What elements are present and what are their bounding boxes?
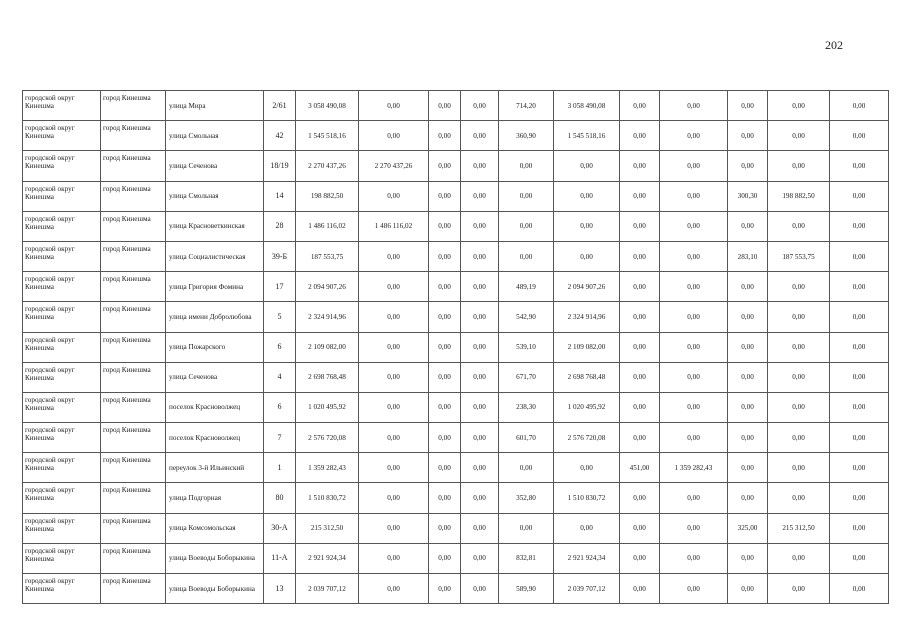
cell-cost-col-2: 0,00 — [359, 241, 429, 271]
cell-total-cost: 2 324 914,96 — [296, 302, 359, 332]
cell-area-col-2: 0,00 — [620, 574, 660, 604]
cell-cost-col-5: 1 545 518,16 — [554, 121, 620, 151]
housing-repair-table — [22, 90, 889, 604]
cell-area-col-1: 0,00 — [499, 513, 554, 543]
cell-cost-col-2: 0,00 — [359, 513, 429, 543]
cell-district: городской округ Кинешма — [23, 453, 101, 483]
cell-cost-col-6: 0,00 — [660, 91, 728, 121]
cell-cost-col-3: 0,00 — [429, 91, 461, 121]
table-row — [23, 453, 889, 483]
cell-total-cost: 2 698 768,48 — [296, 362, 359, 392]
cell-house-number: 42 — [264, 121, 296, 151]
cell-house-number: 39-Б — [264, 241, 296, 271]
cell-cost-col-8: 0,00 — [830, 423, 889, 453]
cell-district: городской округ Кинешма — [23, 483, 101, 513]
cell-district: городской округ Кинешма — [23, 302, 101, 332]
cell-district: городской округ Кинешма — [23, 362, 101, 392]
cell-cost-col-4: 0,00 — [461, 272, 499, 302]
cell-cost-col-2: 0,00 — [359, 362, 429, 392]
cell-area-col-3: 0,00 — [728, 362, 768, 392]
cell-cost-col-7: 0,00 — [768, 332, 830, 362]
cell-area-col-3: 0,00 — [728, 392, 768, 422]
cell-cost-col-7: 0,00 — [768, 302, 830, 332]
cell-cost-col-6: 0,00 — [660, 302, 728, 332]
table-row — [23, 181, 889, 211]
table-row — [23, 543, 889, 573]
cell-cost-col-7: 0,00 — [768, 91, 830, 121]
cell-area-col-3: 0,00 — [728, 483, 768, 513]
table-row — [23, 121, 889, 151]
cell-house-number: 14 — [264, 181, 296, 211]
cell-house-number: 13 — [264, 574, 296, 604]
cell-street: поселок Красноволжец — [166, 392, 264, 422]
cell-cost-col-3: 0,00 — [429, 483, 461, 513]
cell-cost-col-3: 0,00 — [429, 332, 461, 362]
cell-cost-col-4: 0,00 — [461, 513, 499, 543]
cell-street: улица Сеченова — [166, 151, 264, 181]
cell-cost-col-5: 2 039 707,12 — [554, 574, 620, 604]
cell-settlement: город Кинешма — [101, 362, 166, 392]
cell-cost-col-5: 2 921 924,34 — [554, 543, 620, 573]
cell-area-col-1: 589,90 — [499, 574, 554, 604]
cell-total-cost: 1 020 495,92 — [296, 392, 359, 422]
cell-area-col-1: 0,00 — [499, 181, 554, 211]
cell-cost-col-8: 0,00 — [830, 91, 889, 121]
cell-area-col-1: 671,70 — [499, 362, 554, 392]
cell-cost-col-2: 0,00 — [359, 332, 429, 362]
cell-settlement: город Кинешма — [101, 483, 166, 513]
cell-cost-col-4: 0,00 — [461, 302, 499, 332]
cell-cost-col-2: 2 270 437,26 — [359, 151, 429, 181]
cell-area-col-2: 0,00 — [620, 513, 660, 543]
cell-cost-col-3: 0,00 — [429, 302, 461, 332]
cell-area-col-3: 0,00 — [728, 211, 768, 241]
cell-district: городской округ Кинешма — [23, 91, 101, 121]
cell-settlement: город Кинешма — [101, 211, 166, 241]
cell-cost-col-4: 0,00 — [461, 543, 499, 573]
table-row — [23, 302, 889, 332]
cell-cost-col-7: 0,00 — [768, 121, 830, 151]
cell-cost-col-6: 0,00 — [660, 151, 728, 181]
cell-cost-col-3: 0,00 — [429, 121, 461, 151]
cell-area-col-1: 0,00 — [499, 211, 554, 241]
cell-area-col-2: 0,00 — [620, 302, 660, 332]
cell-cost-col-4: 0,00 — [461, 211, 499, 241]
cell-cost-col-8: 0,00 — [830, 453, 889, 483]
cell-area-col-1: 352,80 — [499, 483, 554, 513]
cell-cost-col-7: 0,00 — [768, 211, 830, 241]
cell-area-col-1: 0,00 — [499, 151, 554, 181]
cell-total-cost: 2 576 720,08 — [296, 423, 359, 453]
cell-street: улица Григория Фомина — [166, 272, 264, 302]
cell-area-col-2: 0,00 — [620, 423, 660, 453]
cell-total-cost: 2 094 907,26 — [296, 272, 359, 302]
table-row — [23, 513, 889, 543]
cell-district: городской округ Кинешма — [23, 574, 101, 604]
cell-cost-col-7: 187 553,75 — [768, 241, 830, 271]
cell-cost-col-2: 0,00 — [359, 392, 429, 422]
cell-cost-col-6: 0,00 — [660, 272, 728, 302]
cell-cost-col-6: 0,00 — [660, 121, 728, 151]
cell-cost-col-7: 0,00 — [768, 483, 830, 513]
cell-settlement: город Кинешма — [101, 181, 166, 211]
cell-area-col-2: 0,00 — [620, 483, 660, 513]
cell-settlement: город Кинешма — [101, 241, 166, 271]
cell-area-col-3: 0,00 — [728, 332, 768, 362]
table-row — [23, 574, 889, 604]
cell-cost-col-2: 0,00 — [359, 181, 429, 211]
table-body — [23, 91, 889, 604]
cell-cost-col-3: 0,00 — [429, 181, 461, 211]
table-row — [23, 151, 889, 181]
cell-street: улица Мира — [166, 91, 264, 121]
cell-area-col-2: 0,00 — [620, 241, 660, 271]
cell-area-col-3: 0,00 — [728, 272, 768, 302]
cell-area-col-1: 832,81 — [499, 543, 554, 573]
cell-cost-col-8: 0,00 — [830, 483, 889, 513]
cell-cost-col-4: 0,00 — [461, 483, 499, 513]
cell-area-col-1: 542,90 — [499, 302, 554, 332]
cell-cost-col-8: 0,00 — [830, 543, 889, 573]
cell-area-col-2: 0,00 — [620, 362, 660, 392]
table-row — [23, 272, 889, 302]
cell-cost-col-2: 0,00 — [359, 453, 429, 483]
cell-district: городской округ Кинешма — [23, 211, 101, 241]
cell-cost-col-5: 0,00 — [554, 513, 620, 543]
cell-street: улица Пожарского — [166, 332, 264, 362]
cell-cost-col-4: 0,00 — [461, 181, 499, 211]
cell-area-col-2: 0,00 — [620, 91, 660, 121]
cell-cost-col-5: 2 698 768,48 — [554, 362, 620, 392]
cell-cost-col-6: 0,00 — [660, 574, 728, 604]
cell-area-col-2: 0,00 — [620, 392, 660, 422]
cell-area-col-1: 714,20 — [499, 91, 554, 121]
cell-house-number: 6 — [264, 332, 296, 362]
cell-area-col-1: 360,90 — [499, 121, 554, 151]
cell-cost-col-6: 0,00 — [660, 332, 728, 362]
cell-street: переулок 3-й Ильинский — [166, 453, 264, 483]
cell-total-cost: 1 486 116,02 — [296, 211, 359, 241]
cell-cost-col-7: 0,00 — [768, 574, 830, 604]
cell-cost-col-3: 0,00 — [429, 151, 461, 181]
cell-area-col-3: 300,30 — [728, 181, 768, 211]
cell-cost-col-2: 0,00 — [359, 423, 429, 453]
cell-cost-col-3: 0,00 — [429, 392, 461, 422]
cell-total-cost: 2 109 082,00 — [296, 332, 359, 362]
cell-house-number: 1 — [264, 453, 296, 483]
cell-house-number: 2/61 — [264, 91, 296, 121]
cell-house-number: 30-А — [264, 513, 296, 543]
cell-total-cost: 3 058 490,08 — [296, 91, 359, 121]
cell-area-col-3: 0,00 — [728, 302, 768, 332]
cell-settlement: город Кинешма — [101, 543, 166, 573]
cell-cost-col-5: 0,00 — [554, 241, 620, 271]
cell-cost-col-5: 0,00 — [554, 151, 620, 181]
cell-cost-col-6: 0,00 — [660, 543, 728, 573]
cell-cost-col-2: 0,00 — [359, 543, 429, 573]
cell-cost-col-2: 0,00 — [359, 121, 429, 151]
cell-area-col-2: 0,00 — [620, 543, 660, 573]
cell-cost-col-5: 2 094 907,26 — [554, 272, 620, 302]
cell-cost-col-5: 2 109 082,00 — [554, 332, 620, 362]
cell-street: улица Красноветкинская — [166, 211, 264, 241]
cell-area-col-2: 0,00 — [620, 151, 660, 181]
cell-cost-col-4: 0,00 — [461, 241, 499, 271]
cell-cost-col-4: 0,00 — [461, 423, 499, 453]
cell-settlement: город Кинешма — [101, 121, 166, 151]
cell-area-col-3: 0,00 — [728, 423, 768, 453]
cell-area-col-2: 0,00 — [620, 332, 660, 362]
cell-cost-col-4: 0,00 — [461, 574, 499, 604]
cell-cost-col-8: 0,00 — [830, 121, 889, 151]
table-row — [23, 91, 889, 121]
cell-area-col-3: 325,00 — [728, 513, 768, 543]
cell-cost-col-5: 0,00 — [554, 181, 620, 211]
cell-total-cost: 215 312,50 — [296, 513, 359, 543]
cell-street: улица Комсомольская — [166, 513, 264, 543]
cell-district: городской округ Кинешма — [23, 241, 101, 271]
cell-house-number: 17 — [264, 272, 296, 302]
cell-cost-col-5: 1 020 495,92 — [554, 392, 620, 422]
cell-street: улица Сеченова — [166, 362, 264, 392]
cell-street: поселок Красноволжец — [166, 423, 264, 453]
cell-area-col-2: 0,00 — [620, 211, 660, 241]
cell-cost-col-5: 1 510 830,72 — [554, 483, 620, 513]
cell-cost-col-6: 0,00 — [660, 423, 728, 453]
cell-total-cost: 1 510 830,72 — [296, 483, 359, 513]
cell-cost-col-8: 0,00 — [830, 392, 889, 422]
cell-total-cost: 2 921 924,34 — [296, 543, 359, 573]
table-row — [23, 332, 889, 362]
cell-cost-col-3: 0,00 — [429, 272, 461, 302]
cell-cost-col-6: 0,00 — [660, 392, 728, 422]
cell-cost-col-6: 1 359 282,43 — [660, 453, 728, 483]
cell-settlement: город Кинешма — [101, 91, 166, 121]
cell-house-number: 80 — [264, 483, 296, 513]
cell-area-col-3: 283,10 — [728, 241, 768, 271]
cell-cost-col-8: 0,00 — [830, 211, 889, 241]
cell-cost-col-3: 0,00 — [429, 574, 461, 604]
cell-settlement: город Кинешма — [101, 302, 166, 332]
cell-cost-col-6: 0,00 — [660, 181, 728, 211]
cell-cost-col-6: 0,00 — [660, 362, 728, 392]
cell-cost-col-5: 0,00 — [554, 211, 620, 241]
cell-settlement: город Кинешма — [101, 392, 166, 422]
cell-cost-col-4: 0,00 — [461, 121, 499, 151]
cell-house-number: 18/19 — [264, 151, 296, 181]
cell-street: улица имени Добролюбова — [166, 302, 264, 332]
cell-cost-col-7: 0,00 — [768, 543, 830, 573]
cell-cost-col-3: 0,00 — [429, 453, 461, 483]
cell-cost-col-4: 0,00 — [461, 453, 499, 483]
cell-cost-col-5: 3 058 490,08 — [554, 91, 620, 121]
cell-cost-col-2: 0,00 — [359, 91, 429, 121]
table-row — [23, 241, 889, 271]
cell-street: улица Социалистическая — [166, 241, 264, 271]
cell-district: городской округ Кинешма — [23, 181, 101, 211]
cell-settlement: город Кинешма — [101, 423, 166, 453]
cell-cost-col-2: 1 486 116,02 — [359, 211, 429, 241]
cell-street: улица Смольная — [166, 121, 264, 151]
cell-area-col-3: 0,00 — [728, 574, 768, 604]
cell-cost-col-7: 0,00 — [768, 272, 830, 302]
cell-area-col-1: 539,10 — [499, 332, 554, 362]
cell-cost-col-4: 0,00 — [461, 91, 499, 121]
cell-cost-col-7: 198 882,50 — [768, 181, 830, 211]
cell-cost-col-3: 0,00 — [429, 211, 461, 241]
cell-cost-col-8: 0,00 — [830, 241, 889, 271]
cell-house-number: 11-А — [264, 543, 296, 573]
cell-area-col-2: 0,00 — [620, 181, 660, 211]
table-row — [23, 362, 889, 392]
cell-district: городской округ Кинешма — [23, 423, 101, 453]
cell-cost-col-4: 0,00 — [461, 151, 499, 181]
cell-cost-col-7: 0,00 — [768, 392, 830, 422]
table-row — [23, 211, 889, 241]
cell-cost-col-2: 0,00 — [359, 483, 429, 513]
cell-cost-col-5: 2 576 720,08 — [554, 423, 620, 453]
cell-cost-col-7: 0,00 — [768, 423, 830, 453]
cell-cost-col-2: 0,00 — [359, 272, 429, 302]
cell-district: городской округ Кинешма — [23, 121, 101, 151]
cell-cost-col-8: 0,00 — [830, 151, 889, 181]
cell-cost-col-8: 0,00 — [830, 574, 889, 604]
cell-area-col-3: 0,00 — [728, 121, 768, 151]
table-row — [23, 483, 889, 513]
table-row — [23, 392, 889, 422]
cell-settlement: город Кинешма — [101, 151, 166, 181]
cell-district: городской округ Кинешма — [23, 513, 101, 543]
cell-area-col-1: 0,00 — [499, 241, 554, 271]
cell-area-col-1: 489,19 — [499, 272, 554, 302]
cell-area-col-1: 238,30 — [499, 392, 554, 422]
table-row — [23, 423, 889, 453]
cell-area-col-3: 0,00 — [728, 91, 768, 121]
cell-house-number: 7 — [264, 423, 296, 453]
cell-cost-col-2: 0,00 — [359, 302, 429, 332]
cell-cost-col-6: 0,00 — [660, 483, 728, 513]
cell-cost-col-4: 0,00 — [461, 392, 499, 422]
cell-total-cost: 187 553,75 — [296, 241, 359, 271]
cell-cost-col-7: 215 312,50 — [768, 513, 830, 543]
cell-settlement: город Кинешма — [101, 574, 166, 604]
cell-street: улица Смольная — [166, 181, 264, 211]
cell-area-col-1: 0,00 — [499, 453, 554, 483]
cell-cost-col-8: 0,00 — [830, 181, 889, 211]
cell-district: городской округ Кинешма — [23, 392, 101, 422]
cell-district: городской округ Кинешма — [23, 332, 101, 362]
cell-area-col-2: 451,00 — [620, 453, 660, 483]
cell-cost-col-3: 0,00 — [429, 423, 461, 453]
cell-settlement: город Кинешма — [101, 272, 166, 302]
cell-cost-col-8: 0,00 — [830, 513, 889, 543]
cell-cost-col-8: 0,00 — [830, 272, 889, 302]
cell-cost-col-7: 0,00 — [768, 151, 830, 181]
cell-total-cost: 198 882,50 — [296, 181, 359, 211]
cell-area-col-2: 0,00 — [620, 272, 660, 302]
cell-cost-col-8: 0,00 — [830, 302, 889, 332]
cell-cost-col-3: 0,00 — [429, 241, 461, 271]
cell-settlement: город Кинешма — [101, 332, 166, 362]
cell-cost-col-4: 0,00 — [461, 332, 499, 362]
cell-district: городской округ Кинешма — [23, 151, 101, 181]
cell-house-number: 6 — [264, 392, 296, 422]
cell-cost-col-6: 0,00 — [660, 241, 728, 271]
cell-cost-col-6: 0,00 — [660, 513, 728, 543]
cell-cost-col-5: 0,00 — [554, 453, 620, 483]
cell-street: улица Подгорная — [166, 483, 264, 513]
cell-cost-col-8: 0,00 — [830, 332, 889, 362]
cell-house-number: 28 — [264, 211, 296, 241]
cell-cost-col-7: 0,00 — [768, 453, 830, 483]
cell-cost-col-6: 0,00 — [660, 211, 728, 241]
cell-district: городской округ Кинешма — [23, 272, 101, 302]
cell-house-number: 4 — [264, 362, 296, 392]
cell-area-col-3: 0,00 — [728, 453, 768, 483]
cell-street: улица Воеводы Боборыкина — [166, 574, 264, 604]
cell-area-col-2: 0,00 — [620, 121, 660, 151]
cell-cost-col-3: 0,00 — [429, 543, 461, 573]
cell-cost-col-3: 0,00 — [429, 513, 461, 543]
cell-area-col-3: 0,00 — [728, 543, 768, 573]
cell-house-number: 5 — [264, 302, 296, 332]
cell-cost-col-7: 0,00 — [768, 362, 830, 392]
cell-cost-col-4: 0,00 — [461, 362, 499, 392]
cell-cost-col-5: 2 324 914,96 — [554, 302, 620, 332]
page-number: 202 — [825, 38, 843, 52]
cell-district: городской округ Кинешма — [23, 543, 101, 573]
cell-settlement: город Кинешма — [101, 513, 166, 543]
cell-street: улица Воеводы Боборыкина — [166, 543, 264, 573]
cell-total-cost: 2 270 437,26 — [296, 151, 359, 181]
cell-cost-col-3: 0,00 — [429, 362, 461, 392]
cell-total-cost: 1 359 282,43 — [296, 453, 359, 483]
cell-cost-col-2: 0,00 — [359, 574, 429, 604]
cell-area-col-3: 0,00 — [728, 151, 768, 181]
cell-cost-col-8: 0,00 — [830, 362, 889, 392]
cell-area-col-1: 601,70 — [499, 423, 554, 453]
cell-settlement: город Кинешма — [101, 453, 166, 483]
cell-total-cost: 1 545 518,16 — [296, 121, 359, 151]
cell-total-cost: 2 039 707,12 — [296, 574, 359, 604]
